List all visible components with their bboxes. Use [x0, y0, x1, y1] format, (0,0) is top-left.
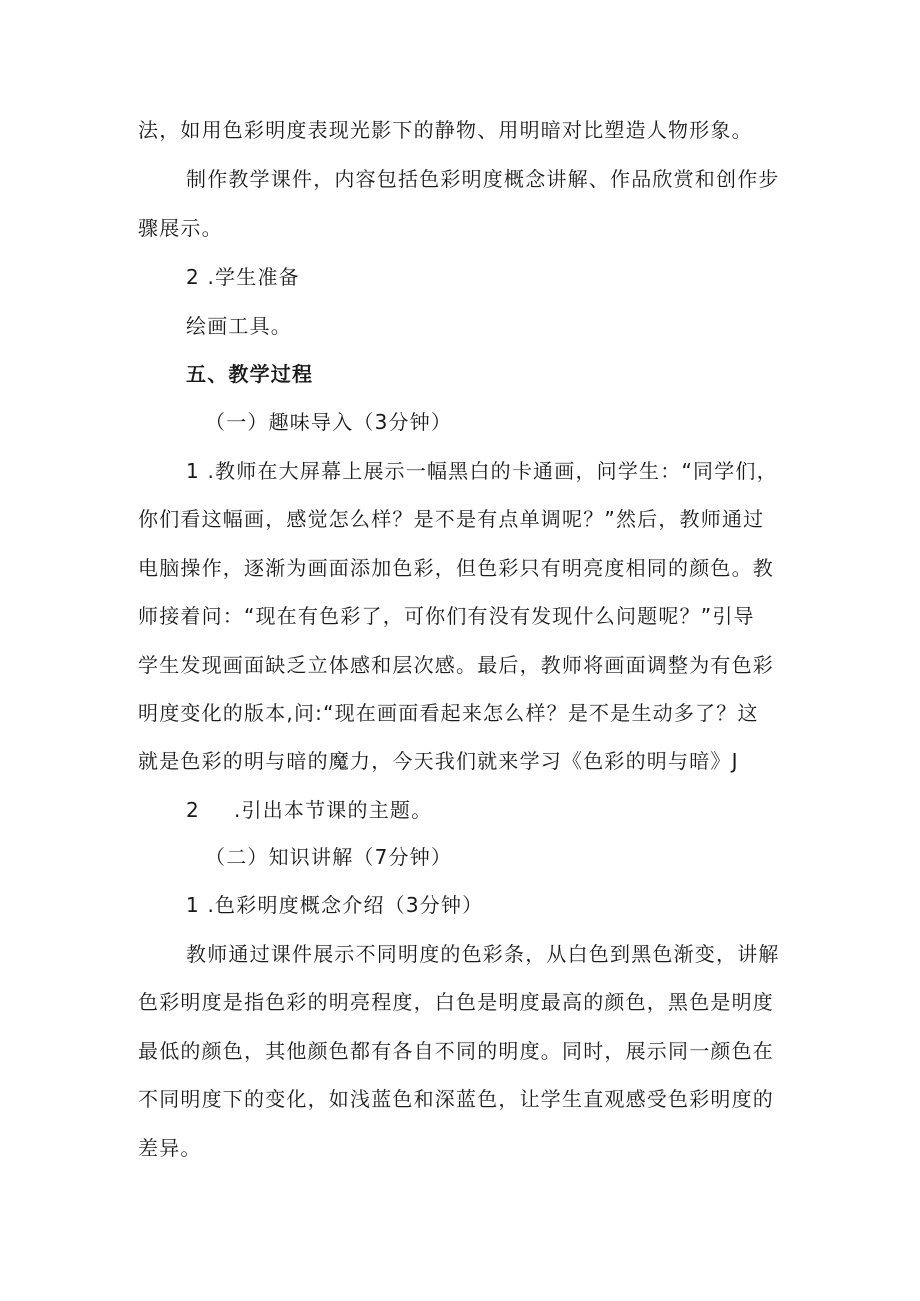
subheading-concept: 1 .色彩明度概念介绍（3分钟）	[186, 893, 484, 917]
list-text: .引出本节课的主题。	[233, 798, 433, 822]
paragraph-line: 色彩明度是指色彩的明亮程度，白色是明度最高的颜色，黑色是明度	[138, 990, 774, 1014]
paragraph-line: 1 .教师在大屏幕上展示一幅黑白的卡通画，问学生：“同学们，	[186, 459, 778, 483]
paragraph-line: 制作教学课件，内容包括色彩明度概念讲解、作品欣赏和创作步	[186, 167, 780, 191]
paragraph-line: 你们看这幅画，感觉怎么样？是不是有点单调呢？”然后，教师通过	[138, 507, 765, 531]
paragraph-line: 就是色彩的明与暗的魔力，今天我们就来学习《色彩的明与暗》J	[138, 749, 739, 773]
paragraph-line: 不同明度下的变化，如浅蓝色和深蓝色，让学生直观感受色彩明度的	[138, 1087, 774, 1111]
paragraph-line: 差异。	[138, 1136, 202, 1160]
paragraph-line: 最低的颜色，其他颜色都有各自不同的明度。同时，展示同一颜色在	[138, 1039, 774, 1063]
list-number: 2	[186, 798, 200, 822]
paragraph-line: 学生发现画面缺乏立体感和层次感。最后，教师将画面调整为有色彩	[138, 653, 774, 677]
paragraph-line: 教师通过课件展示不同明度的色彩条，从白色到黑色渐变，讲解	[186, 942, 780, 966]
subsection-heading: （二）知识讲解（7分钟）	[205, 845, 453, 869]
paragraph-line: 绘画工具。	[186, 314, 292, 338]
paragraph-line: 电脑操作，逐渐为画面添加色彩，但色彩只有明亮度相同的颜色。教	[138, 556, 774, 580]
subsection-heading: （一）趣味导入（3分钟）	[205, 410, 453, 434]
paragraph-line: 明度变化的版本,问:“现在画面看起来怎么样？是不是生动多了？这	[138, 701, 759, 725]
paragraph-line: 师接着问：“现在有色彩了，可你们有没有发现什么问题呢？”引导	[138, 604, 755, 628]
subheading-student-prep: 2 .学生准备	[186, 265, 300, 289]
paragraph-line: 骤展示。	[138, 216, 223, 240]
section-heading: 五、教学过程	[186, 362, 314, 386]
paragraph-line: 法，如用色彩明度表现光影下的静物、用明暗对比塑造人物形象。	[138, 118, 753, 142]
list-item-line	[0, 796, 920, 824]
